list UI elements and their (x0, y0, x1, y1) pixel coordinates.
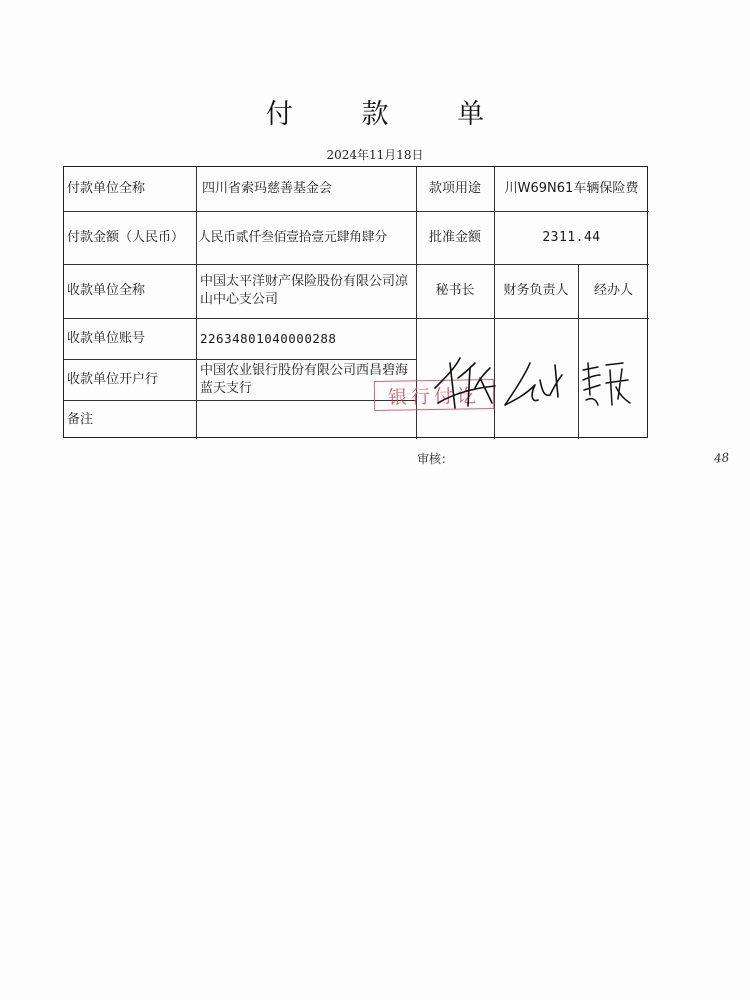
review-label: 审核： (417, 452, 454, 466)
bank-label: 收款单位开户行 (67, 371, 159, 387)
secretary-signature (430, 348, 500, 418)
purpose-label: 款项用途 (428, 181, 481, 196)
bank-value: 中国农业银行股份有限公司西昌碧海蓝天支行 (200, 362, 409, 396)
account-label: 收款单位账号 (67, 330, 146, 346)
payee-label: 收款单位全称 (67, 283, 146, 298)
payee-value: 中国太平洋财产保险股份有限公司凉山中心支公司 (200, 274, 409, 307)
payer-value: 四川省索玛慈善基金会 (202, 181, 333, 196)
handwritten-corner-note: 48 (713, 450, 730, 466)
handler-label: 经办人 (593, 283, 633, 298)
payer-label: 付款单位全称 (67, 181, 146, 196)
remark-label: 备注 (67, 411, 94, 427)
approved-value: 2311.44 (542, 229, 601, 245)
amount-value: 人民币贰仟叁佰壹拾壹元肆角肆分 (198, 229, 387, 245)
purpose-value: 川W69N61车辆保险费 (504, 181, 639, 196)
account-value: 22634801040000288 (200, 330, 337, 346)
secretary-label: 秘书长 (435, 283, 475, 298)
amount-label: 付款金额（人民币） (67, 229, 185, 245)
handler-signature (578, 355, 638, 415)
page-title: 付 款 单 (265, 99, 515, 130)
approved-label: 批准金额 (428, 229, 481, 245)
voucher-date: 2024年11月18日 (326, 148, 424, 162)
stamp-text: 银行付讫 (387, 384, 481, 409)
finance-label: 财务负责人 (503, 283, 569, 298)
finance-signature (500, 355, 570, 415)
